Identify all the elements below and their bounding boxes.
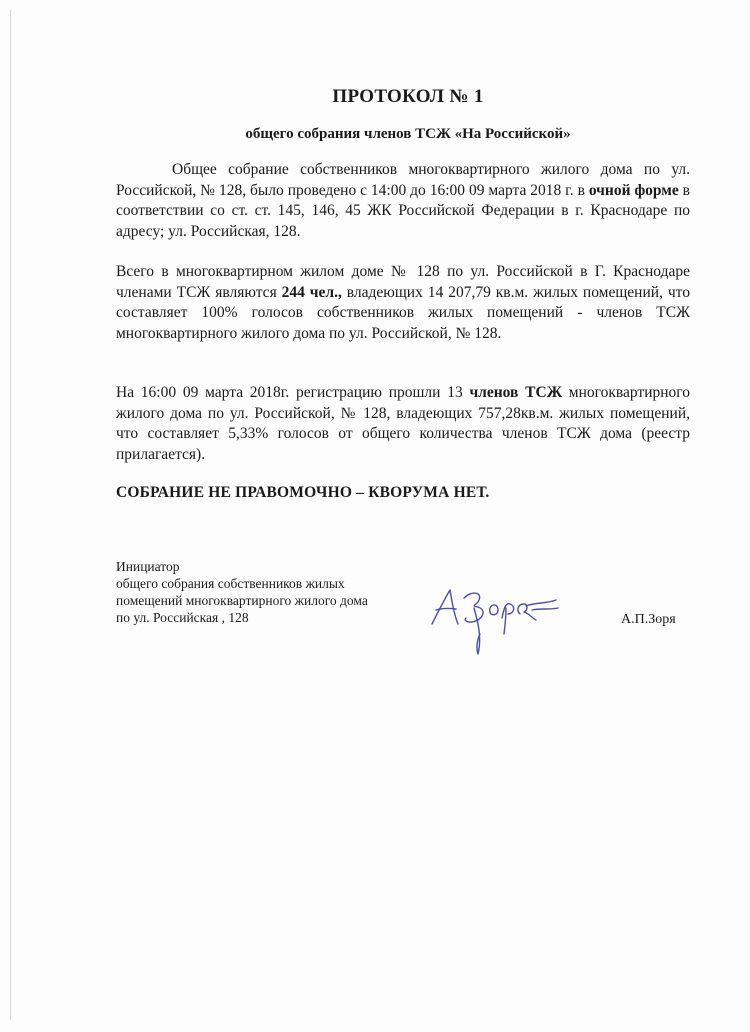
paragraph-bold-text: членов ТСЖ bbox=[469, 384, 563, 401]
paragraph-members-info bbox=[116, 262, 690, 344]
initiator-block bbox=[116, 558, 368, 626]
handwritten-signature bbox=[428, 578, 562, 658]
paragraph-text: Общее собрание собственников многоквартирного жилого дома по ул. Российской, № 128, было проведено с 14:00 до 16:00 09 марта 2018 г. в bbox=[116, 161, 690, 199]
paragraph-text: многоквартирного жилого дома по ул. Российской, № 128, владеющих 757,28кв.м. жилых помещений, что составляет 5,33% голосов от общего количества членов ТСЖ дома (реестр прилагается). bbox=[116, 384, 691, 463]
paragraph-text: в соответствии со ст. ст. 145, 146, 45 ЖК Российской Федерации в г. Краснодаре по адресу; ул. Российская, 128. bbox=[116, 181, 690, 240]
signer-name: А.П.Зоря bbox=[621, 612, 676, 627]
paragraph-registration-info bbox=[116, 383, 690, 465]
initiator-line: по ул. Российская , 128 bbox=[116, 610, 249, 625]
paragraph-meeting-info bbox=[116, 160, 690, 242]
document-title: ПРОТОКОЛ № 1 bbox=[332, 86, 484, 107]
paragraph-text: Всего в многоквартирном жилом доме № 128 по ул. Российской в Г. Краснодаре членами ТСЖ являются bbox=[116, 263, 690, 301]
initiator-line: Инициатор bbox=[116, 559, 180, 574]
paragraph-text: На 16:00 09 марта 2018г. регистрацию прошли 13 bbox=[116, 384, 470, 401]
paragraph-bold-text: очной форме bbox=[588, 181, 679, 199]
initiator-line: помещений многоквартирного жилого дома bbox=[116, 593, 368, 608]
scan-edge-line bbox=[10, 10, 11, 1020]
quorum-verdict: СОБРАНИЕ НЕ ПРАВОМОЧНО – КВОРУМА НЕТ. bbox=[116, 484, 490, 501]
initiator-line: общего собрания собственников жилых bbox=[116, 576, 345, 591]
document-subtitle: общего собрания членов ТСЖ «На Российской» bbox=[245, 126, 571, 142]
paragraph-bold-text: 244 чел., bbox=[281, 283, 342, 301]
paragraph-text: владеющих 14 207,79 кв.м. жилых помещений, что составляет 100% голосов собственников жилых помещений - членов ТСЖ многоквартирного жилого дома по ул. Российской, № 128. bbox=[116, 283, 690, 342]
